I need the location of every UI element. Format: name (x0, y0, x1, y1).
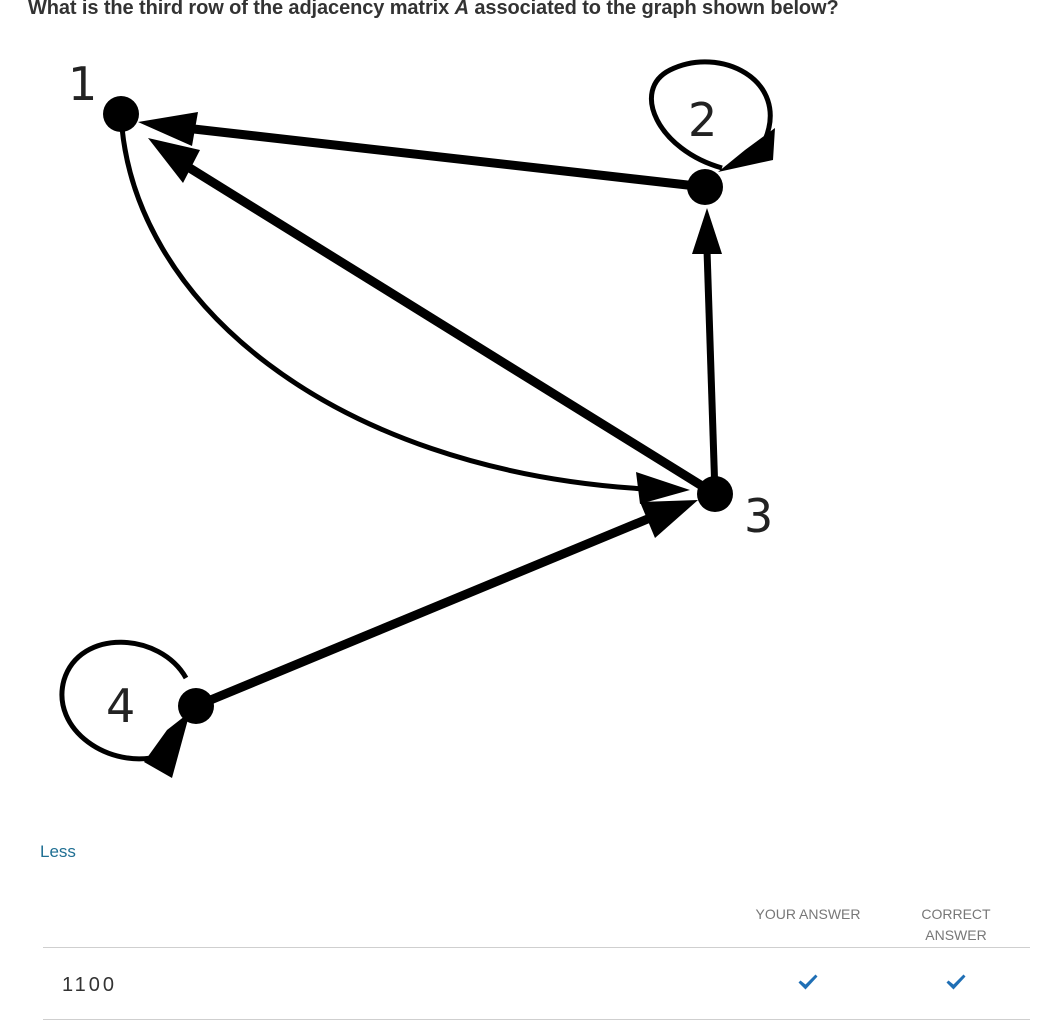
edge-3-1 (180, 162, 715, 494)
answer-option-text: 1100 (62, 974, 118, 996)
edge-2-1 (185, 128, 705, 187)
question-prefix: What is the third row of the adjacency matrix (28, 0, 455, 19)
node-label-1: 1 (68, 57, 98, 111)
arrowhead-2-1 (138, 112, 198, 146)
node-label-3: 3 (744, 489, 774, 543)
less-toggle-link[interactable]: Less (40, 842, 76, 861)
node-3 (697, 476, 733, 512)
table-divider-bottom (43, 1019, 1030, 1020)
check-icon (797, 973, 819, 991)
arrowhead-4-3 (640, 500, 698, 538)
arrowhead-loop-2 (718, 128, 775, 172)
your-answer-header: YOUR ANSWER (755, 906, 861, 922)
question-suffix: associated to the graph shown below? (468, 0, 839, 19)
check-icon (945, 973, 967, 991)
node-4 (178, 688, 214, 724)
table-row (43, 948, 1030, 1019)
edge-4-3 (196, 518, 650, 706)
correct-answer-header: CORRECT ANSWER (921, 906, 991, 943)
arrowhead-loop-4 (144, 712, 190, 778)
node-label-2: 2 (688, 93, 718, 147)
node-1 (103, 96, 139, 132)
node-label-4: 4 (106, 679, 136, 733)
arrowhead-3-2 (692, 208, 722, 254)
edge-3-2 (707, 250, 715, 494)
matrix-variable: A (454, 0, 469, 19)
node-2 (687, 169, 723, 205)
